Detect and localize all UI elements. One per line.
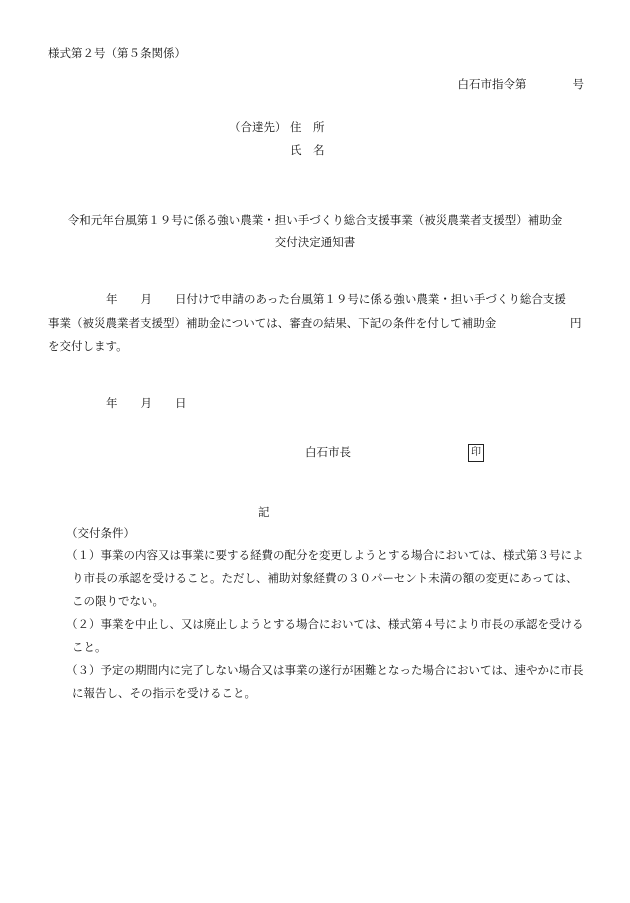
order-number: 白石市指令第 号: [457, 77, 584, 91]
seal-box: 印: [468, 444, 484, 462]
signer: 白石市長: [305, 445, 351, 459]
condition-3-line1: （３）予定の期間内に完了しない場合又は事業の遂行が困難となった場合においては、速やかに市長: [66, 663, 584, 677]
document-title-line2: 交付決定通知書: [274, 235, 356, 249]
name-label: 氏 名: [290, 143, 325, 157]
body-line1: 年 月 日付けで申請のあった台風第１９号に係る強い農業・担い手づくり総合支援: [106, 292, 566, 306]
issue-date: 年 月 日: [106, 396, 187, 410]
address-label: 住 所: [290, 120, 325, 134]
form-number: 様式第２号（第５条関係）: [48, 46, 186, 60]
body-line2: 事業（被災農業者支援型）補助金については、審査の結果、下記の条件を付して補助金: [48, 316, 497, 330]
body-line3: を交付します。: [48, 339, 128, 353]
condition-2-line2: こと。: [72, 640, 107, 654]
recipient-label: （合達先）: [229, 120, 287, 134]
condition-3-line2: に報告し、その指示を受けること。: [72, 686, 256, 700]
document-title-line1: 令和元年台風第１９号に係る強い農業・担い手づくり総合支援事業（被災農業者支援型）補助金: [67, 213, 563, 227]
condition-1-line1: （１）事業の内容又は事業に要する経費の配分を変更しようとする場合においては、様式第３号によ: [66, 548, 584, 562]
condition-1-line2: り市長の承認を受けること。ただし、補助対象経費の３０パーセント未満の額の変更にあっては、: [72, 571, 578, 585]
amount-unit: 円: [570, 316, 582, 330]
conditions-heading: （交付条件）: [66, 526, 135, 540]
condition-1-line3: この限りでない。: [72, 594, 164, 608]
ki-heading: 記: [258, 505, 270, 519]
condition-2-line1: （２）事業を中止し、又は廃止しようとする場合においては、様式第４号により市長の承認を受ける: [66, 617, 584, 631]
